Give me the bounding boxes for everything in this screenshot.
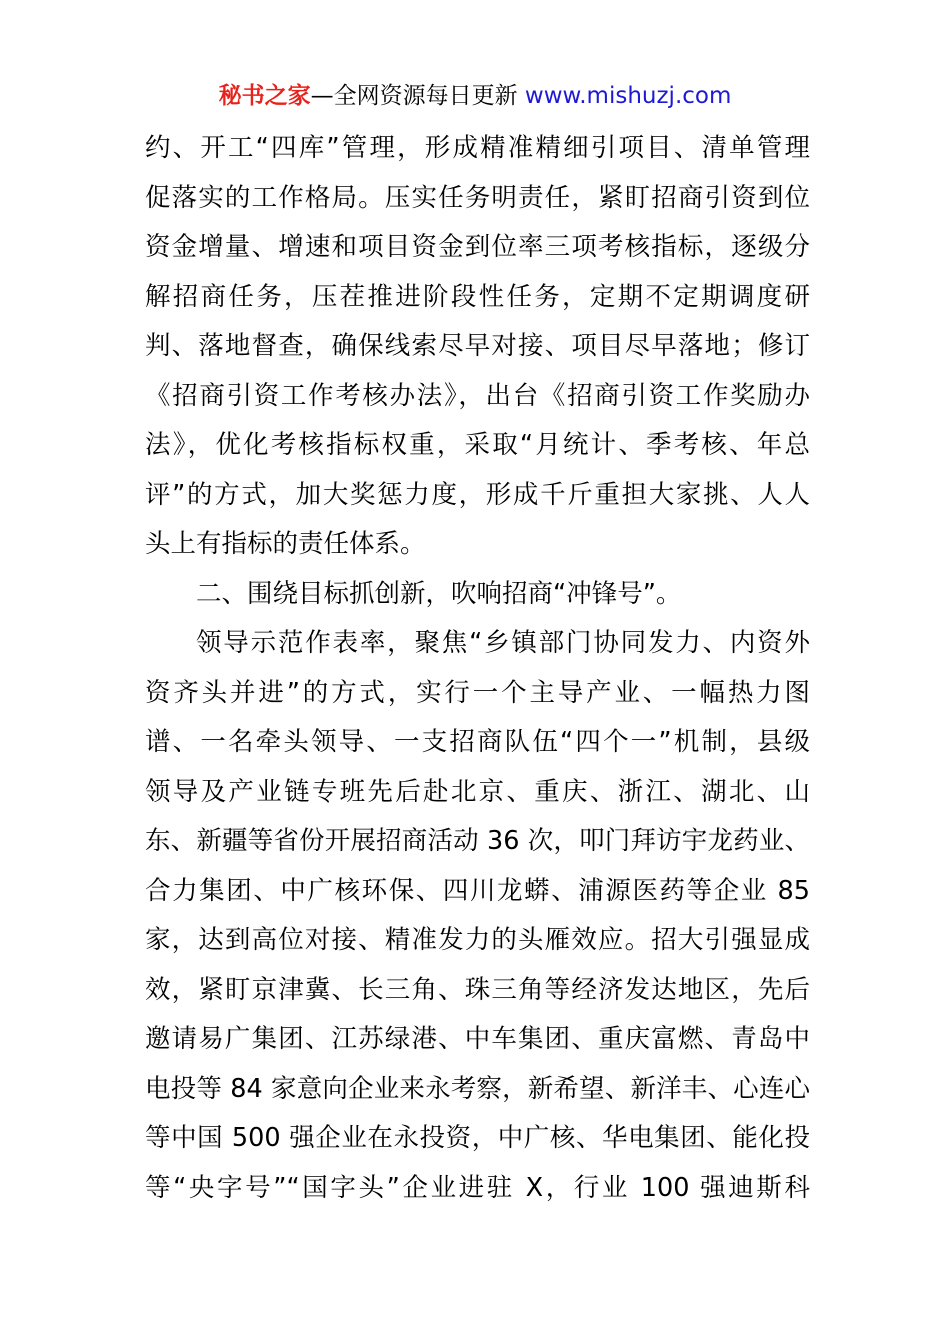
header-tagline: —全网资源每日更新 [310,83,525,109]
text-line: 合力集团、中广核环保、四川龙蟒、浦源医药等企业 85 [145,875,810,906]
text-line: 判、落地督查，确保线索尽早对接、项目尽早落地；修订 [145,331,810,361]
text-line: 解招商任务，压茬推进阶段性任务，定期不定期调度研 [145,281,810,312]
text-line: 促落实的工作格局。压实任务明责任，紧盯招商引资到位 [145,182,810,213]
text-line: 东、新疆等省份开展招商活动 36 次，叩门拜访宇龙药业、 [145,826,810,856]
text-line: 法》，优化考核指标权重，采取“月统计、季考核、年总 [145,430,810,460]
text-line: 电投等 84 家意向企业来永考察，新希望、新洋丰、心连心 [145,1073,810,1104]
website-link[interactable]: www.mishuzj.com [524,83,732,109]
text-line: 等中国 500 强企业在永投资，中广核、华电集团、能化投 [145,1123,810,1153]
text-line: 家，达到高位对接、精准发力的头雁效应。招大引强显成 [145,925,810,955]
text-line: 评”的方式，加大奖惩力度，形成千斤重担大家挑、人人 [145,479,810,510]
text-line: 领导示范作表率，聚焦“乡镇部门协同发力、内资外 [196,628,810,658]
text-line: 效，紧盯京津冀、长三角、珠三角等经济发达地区，先后 [145,974,810,1005]
text-line: 领导及产业链专班先后赴北京、重庆、浙江、湖北、山 [145,776,810,807]
text-line: 谱、一名牵头领导、一支招商队伍“四个一”机制，县级 [145,727,810,757]
text-line: 约、开工“四库”管理，形成精准精细引项目、清单管理 [145,133,810,163]
text-line: 《招商引资工作考核办法》，出台《招商引资工作奖励办 [145,380,810,411]
section-heading: 二、围绕目标抓创新，吹响招商“冲锋号”。 [196,578,682,609]
text-line: 资金增量、增速和项目资金到位率三项考核指标，逐级分 [145,232,810,262]
brand-name: 秘书之家 [218,83,311,109]
text-line: 头上有指标的责任体系。 [145,529,426,559]
page-header [0,80,950,112]
document-body [145,124,810,1213]
text-line: 资齐头并进”的方式，实行一个主导产业、一幅热力图 [145,677,810,708]
text-line: 邀请易广集团、江苏绿港、中车集团、重庆富燃、青岛中 [145,1024,810,1054]
text-line: 等“央字号”“国字头”企业进驻 X，行业 100 强迪斯科 [145,1172,810,1203]
